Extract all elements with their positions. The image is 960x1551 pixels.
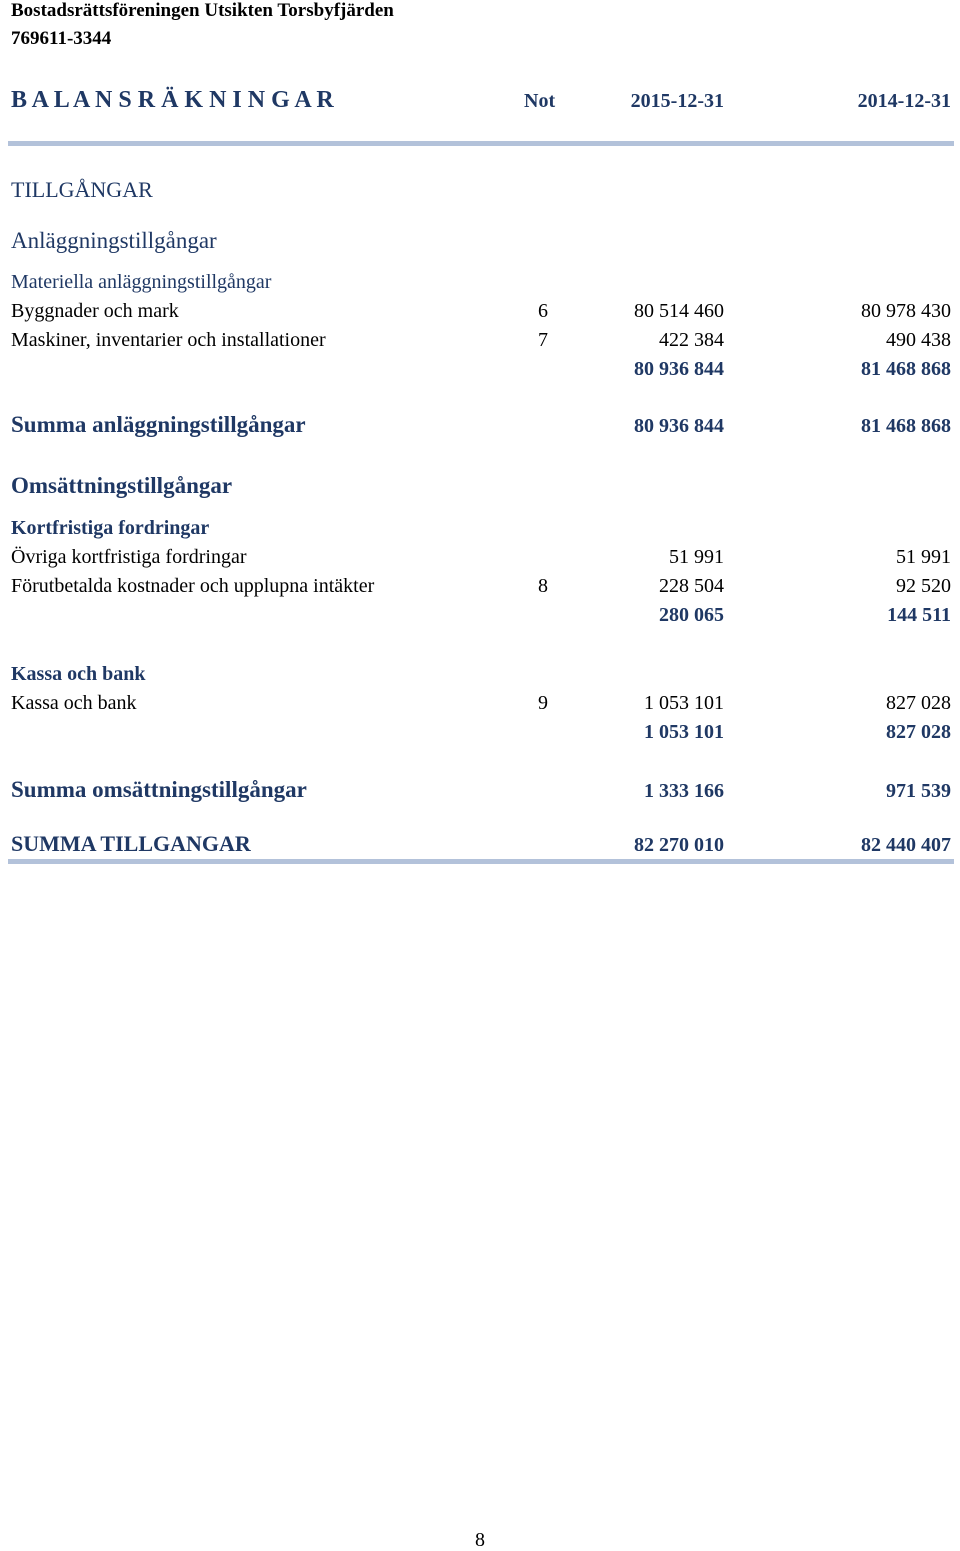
row-label: Maskiner, inventarier och installationer — [11, 329, 326, 351]
assets-heading: TILLGÅNGAR — [11, 177, 153, 202]
grand-total-current: 82 270 010 — [634, 834, 724, 856]
grand-total-label: SUMMA TILLGANGAR — [11, 831, 251, 856]
org-number: 769611-3344 — [11, 28, 112, 49]
subtotal-previous: 144 511 — [887, 604, 951, 626]
row-label: Byggnader och mark — [11, 300, 179, 322]
page-number: 8 — [475, 1529, 485, 1551]
row-previous-value: 490 438 — [886, 329, 951, 351]
row-note: 7 — [538, 329, 548, 351]
row-current-value: 51 991 — [669, 546, 724, 568]
row-current-value: 1 053 101 — [644, 692, 724, 714]
current-assets-heading: Omsättningstillgångar — [11, 473, 233, 498]
subtotal-previous: 827 028 — [886, 721, 951, 743]
row-label: Kassa och bank — [11, 692, 137, 714]
total-current: 80 936 844 — [634, 415, 724, 437]
fixed-assets-heading: Anläggningstillgångar — [11, 228, 217, 253]
row-label: Förutbetalda kostnader och upplupna intäkter — [11, 575, 375, 597]
grand-total-previous: 82 440 407 — [861, 834, 951, 856]
row-previous-value: 51 991 — [896, 546, 951, 568]
row-previous-value: 92 520 — [896, 575, 951, 597]
row-current-value: 80 514 460 — [634, 300, 724, 322]
total-label: Summa anläggningstillgångar — [11, 412, 306, 437]
period-current-header: 2015-12-31 — [630, 90, 724, 112]
row-previous-value: 80 978 430 — [861, 300, 951, 322]
company-name: Bostadsrättsföreningen Utsikten Torsbyfjärden — [11, 0, 394, 21]
row-label: Övriga kortfristiga fordringar — [11, 546, 247, 568]
row-note: 8 — [538, 575, 548, 597]
total-previous: 971 539 — [886, 780, 951, 802]
subtotal-current: 80 936 844 — [634, 358, 724, 380]
row-current-value: 422 384 — [659, 329, 724, 351]
subtotal-current: 1 053 101 — [644, 721, 724, 743]
receivables-heading: Kortfristiga fordringar — [11, 517, 210, 539]
note-column-header: Not — [524, 90, 556, 112]
tangible-assets-heading: Materiella anläggningstillgångar — [11, 271, 272, 293]
subtotal-previous: 81 468 868 — [861, 358, 951, 380]
period-previous-header: 2014-12-31 — [857, 90, 951, 112]
total-current: 1 333 166 — [644, 780, 724, 802]
subtotal-current: 280 065 — [659, 604, 724, 626]
row-current-value: 228 504 — [659, 575, 724, 597]
total-label: Summa omsättningstillgångar — [11, 777, 307, 802]
report-title: B A L A N S R Ä K N I N G A R — [11, 87, 334, 113]
footer-divider — [8, 859, 954, 864]
cash-heading: Kassa och bank — [11, 663, 146, 685]
total-previous: 81 468 868 — [861, 415, 951, 437]
row-note: 6 — [538, 300, 548, 322]
row-note: 9 — [538, 692, 548, 714]
row-previous-value: 827 028 — [886, 692, 951, 714]
header-divider — [8, 141, 954, 146]
